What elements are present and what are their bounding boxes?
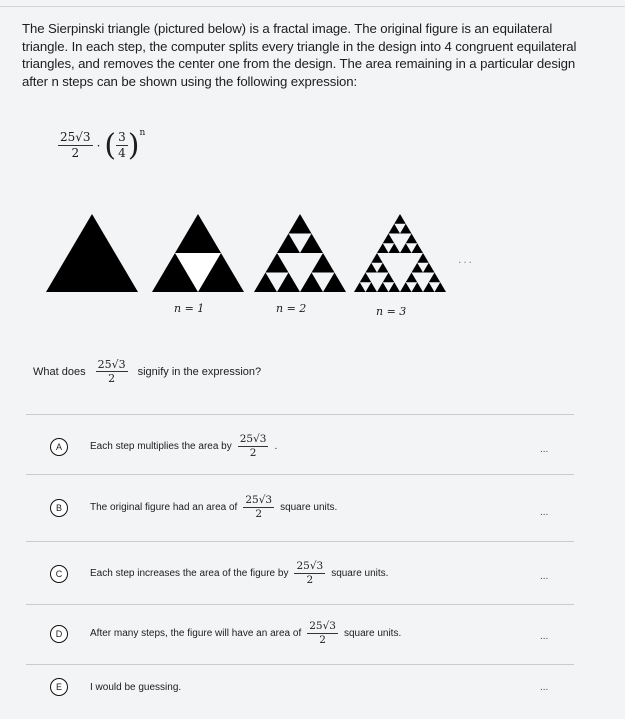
intro-paragraph: The Sierpinski triangle (pictured below) is a fractal image. The original figure is an equilateral triangle. In each step, the computer splits every triangle in the design into 4 congruent equilateral triangles, and removes the center one from the design. The area remaining in a particular design after n steps can be shown using the following expression: <box>22 21 577 89</box>
option-e-more-icon[interactable]: ... <box>540 682 549 693</box>
sierpinski-original-triangle <box>46 214 138 292</box>
divider <box>26 474 574 475</box>
option-e[interactable] <box>50 678 550 696</box>
option-b-letter: B <box>50 499 68 517</box>
label-n-3: n = 3 <box>376 305 407 318</box>
expression-dot: · <box>96 138 101 153</box>
sierpinski-sub-triangle <box>371 253 383 263</box>
option-b-more-icon[interactable]: ... <box>540 507 549 518</box>
ratio-numerator: 3 <box>118 130 126 144</box>
option-c-fraction <box>294 560 325 587</box>
sierpinski-sub-triangle <box>406 273 418 283</box>
option-d-letter: D <box>50 625 68 643</box>
option-c-letter: C <box>50 565 68 583</box>
option-a-fraction <box>238 433 269 460</box>
option-a-numerator: 25√3 <box>239 433 267 445</box>
sierpinski-sub-triangle <box>400 243 412 253</box>
sierpinski-step-2-triangle <box>254 214 346 292</box>
divider <box>26 664 574 665</box>
option-d-more-icon[interactable]: ... <box>540 631 549 642</box>
option-e-letter: E <box>50 678 68 696</box>
option-a-more-icon[interactable]: ... <box>540 444 549 455</box>
option-b[interactable] <box>50 494 550 521</box>
option-b-numerator: 25√3 <box>245 494 273 506</box>
question-prefix: What does <box>33 365 86 378</box>
sierpinski-sub-triangle <box>423 263 435 273</box>
sierpinski-sub-triangle <box>366 263 378 273</box>
sierpinski-sub-triangle <box>406 234 418 244</box>
sierpinski-sub-triangle <box>389 243 401 253</box>
sierpinski-sub-triangle <box>389 282 401 292</box>
sierpinski-sub-triangle <box>412 243 424 253</box>
top-divider <box>0 6 625 7</box>
sierpinski-sub-triangle <box>389 224 401 234</box>
option-c[interactable] <box>50 560 550 587</box>
left-paren: ( <box>104 127 117 163</box>
option-b-text: The original figure had an area of <box>90 502 238 513</box>
option-e-text: I would be guessing. <box>90 681 182 693</box>
divider <box>26 541 574 542</box>
option-d-fraction <box>307 620 338 647</box>
option-b-fraction <box>243 494 274 521</box>
sierpinski-sub-triangle <box>354 282 366 292</box>
question-fraction <box>96 358 128 385</box>
question-suffix: signify in the expression? <box>137 365 262 378</box>
expression-denominator: 2 <box>71 146 80 160</box>
option-c-denominator: 2 <box>306 574 314 586</box>
option-a-letter: A <box>50 438 68 456</box>
option-a-text: Each step multiplies the area by <box>90 441 232 452</box>
expression-fraction <box>58 130 93 161</box>
option-c-suffix: square units. <box>331 568 389 579</box>
sierpinski-sub-triangle <box>435 282 447 292</box>
option-d-denominator: 2 <box>319 634 326 646</box>
option-a-denominator: 2 <box>249 447 257 459</box>
option-d-numerator: 25√3 <box>309 620 336 632</box>
sierpinski-sub-triangle <box>383 234 395 244</box>
divider <box>26 414 574 415</box>
option-c-more-icon[interactable]: ... <box>540 571 549 582</box>
option-b-suffix: square units. <box>280 502 338 513</box>
sierpinski-sub-triangle <box>277 273 300 293</box>
sierpinski-sub-triangle <box>277 234 300 254</box>
label-n-1: n = 1 <box>174 302 205 315</box>
sierpinski-sub-triangle <box>300 234 323 254</box>
sierpinski-sub-triangle <box>412 282 424 292</box>
option-d-text: After many steps, the figure will have an area of <box>90 628 302 639</box>
sierpinski-sub-triangle <box>289 214 312 234</box>
option-d-suffix: square units. <box>343 628 402 639</box>
option-c-text: Each step increases the area of the figure by <box>90 568 289 579</box>
expression-numerator: 25√3 <box>60 130 91 144</box>
sierpinski-sub-triangle <box>423 282 435 292</box>
sierpinski-sub-triangle <box>323 273 346 293</box>
option-a-suffix: . <box>274 441 278 452</box>
sierpinski-sub-triangle <box>394 214 406 224</box>
sierpinski-step-3-triangle <box>354 214 446 292</box>
sierpinski-sub-triangle <box>360 273 372 283</box>
sierpinski-sub-triangle <box>254 273 277 293</box>
ratio-fraction <box>116 130 128 161</box>
question-denominator: 2 <box>108 372 116 385</box>
sierpinski-sub-triangle <box>383 273 395 283</box>
sierpinski-sub-triangle <box>377 263 389 273</box>
sierpinski-sub-triangle <box>412 263 424 273</box>
sierpinski-sub-triangle <box>429 273 441 283</box>
question-numerator: 25√3 <box>97 358 126 371</box>
area-expression <box>58 127 146 163</box>
sierpinski-sub-triangle <box>400 224 412 234</box>
ellipsis: ... <box>458 252 475 266</box>
sierpinski-sub-triangle <box>300 273 323 293</box>
sierpinski-sub-triangle <box>366 282 378 292</box>
option-a[interactable] <box>50 433 550 460</box>
ratio-denominator: 4 <box>118 146 126 160</box>
sierpinski-sub-triangle <box>377 282 389 292</box>
exponent: n <box>139 128 146 138</box>
divider <box>26 604 574 605</box>
label-n-2: n = 2 <box>276 302 307 315</box>
sierpinski-sub-triangle <box>377 243 389 253</box>
option-c-numerator: 25√3 <box>296 560 324 572</box>
option-b-denominator: 2 <box>255 508 263 520</box>
option-d[interactable] <box>50 620 550 647</box>
sierpinski-step-1-triangle <box>152 214 244 292</box>
question <box>33 358 261 385</box>
sierpinski-sub-triangle <box>400 282 412 292</box>
sierpinski-sub-triangle <box>312 253 335 273</box>
right-paren: ) <box>127 127 140 163</box>
sierpinski-sub-triangle <box>266 253 289 273</box>
sierpinski-sub-triangle <box>417 253 429 263</box>
